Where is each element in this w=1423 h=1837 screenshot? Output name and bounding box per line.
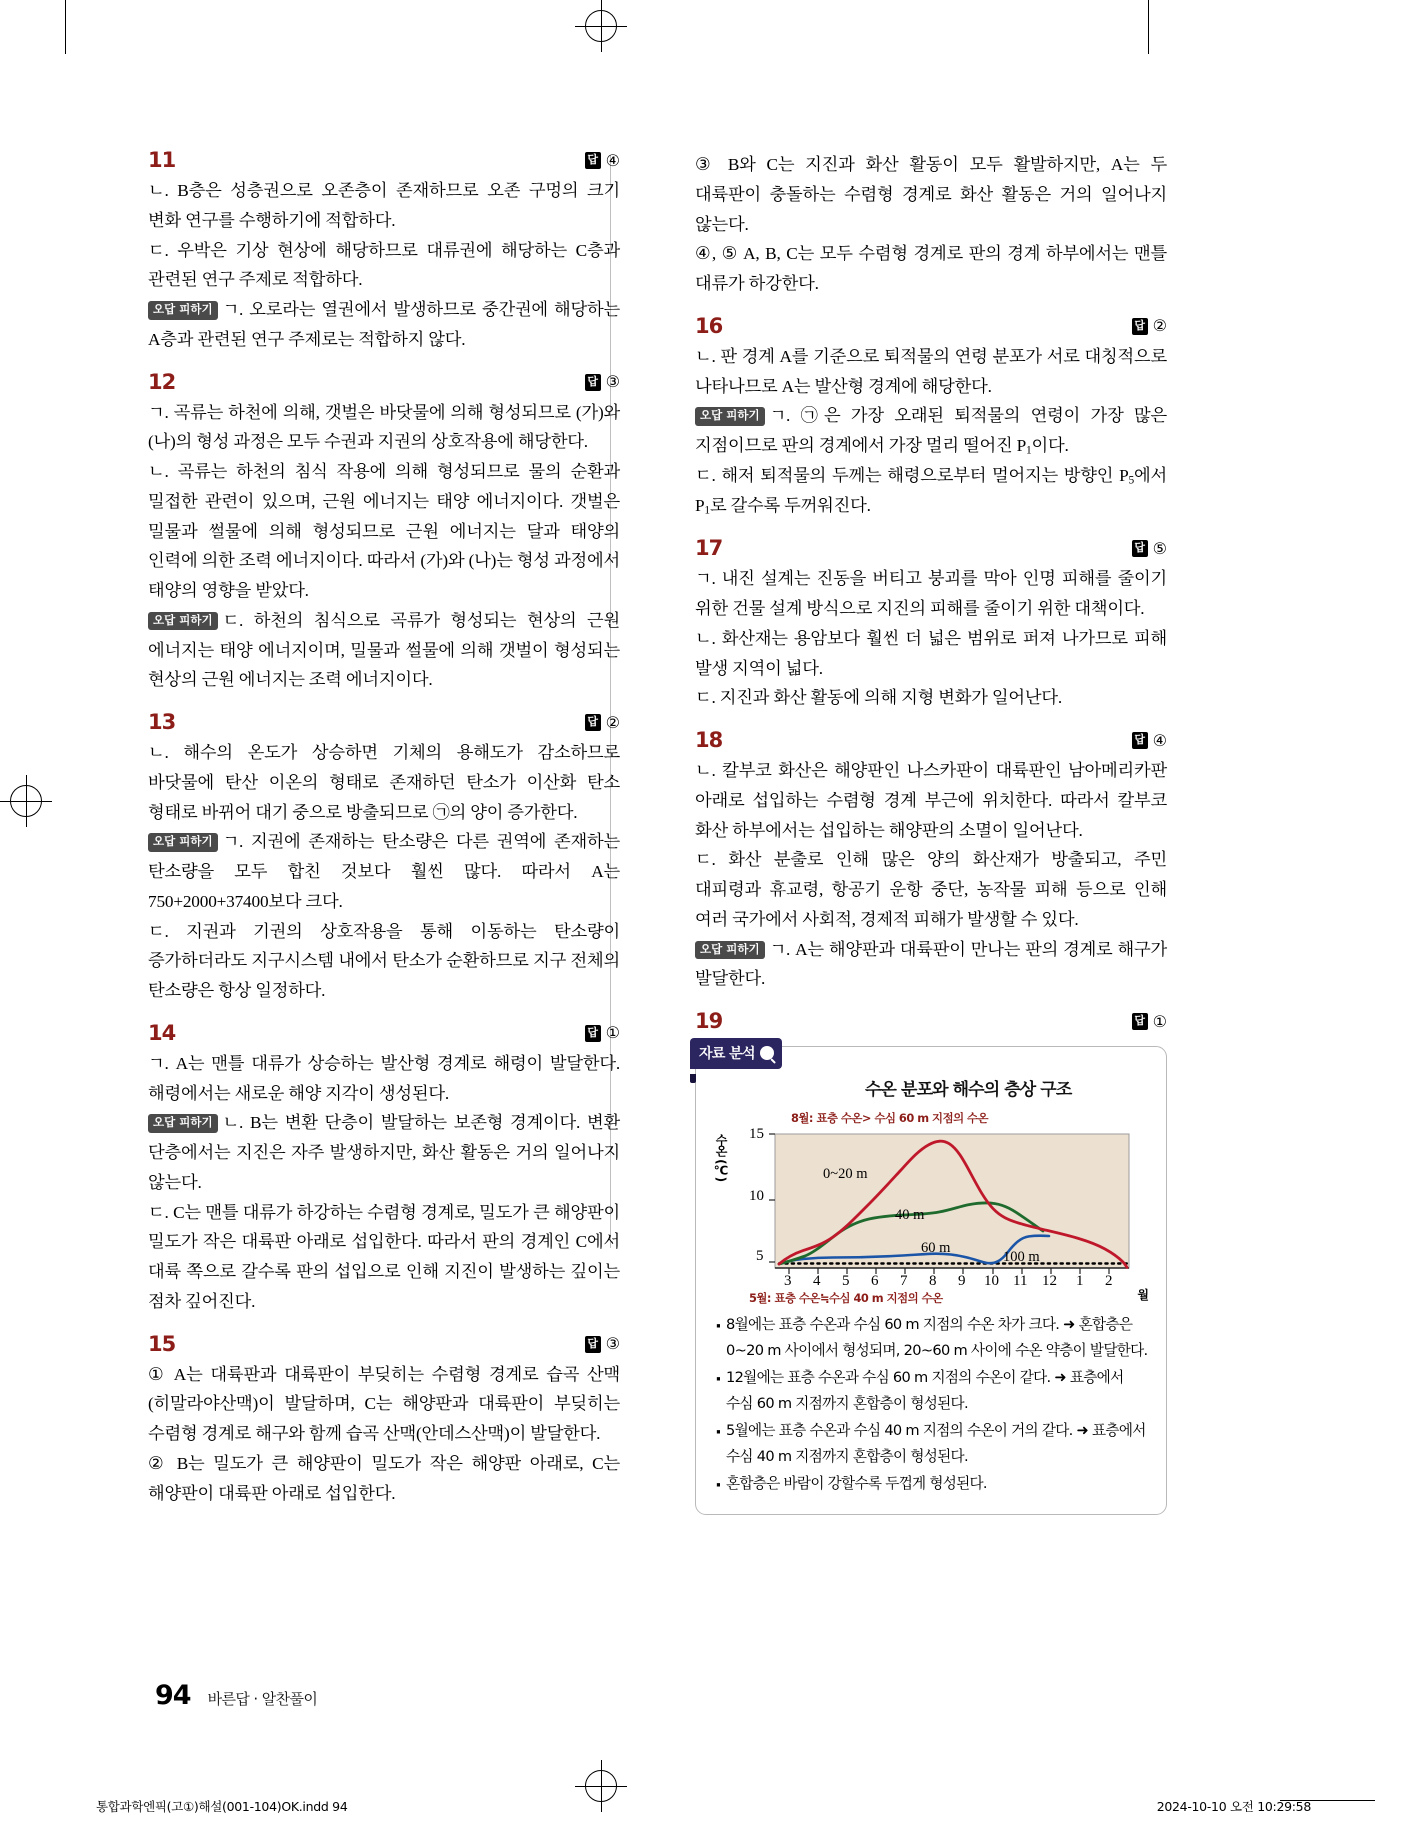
curve-label-100m: 100 m: [1003, 1249, 1040, 1266]
answer-value-13: ②: [605, 712, 620, 732]
page-number: 94: [155, 1680, 191, 1711]
answer-badge-11: [585, 152, 620, 169]
question-number-16: 16: [695, 313, 723, 338]
question-header-13: [148, 712, 620, 733]
x-tick-3: 3: [784, 1273, 792, 1290]
explanation-paragraph-avoid: [148, 606, 620, 695]
answer-value-16: ②: [1152, 316, 1167, 336]
answer-value-17: ⑤: [1152, 538, 1167, 558]
explanation-paragraph-avoid: [148, 295, 620, 355]
explanation-paragraph: ㄴ. 해수의 온도가 상승하면 기체의 용해도가 감소하므로 바닷물에 탄산 이온의 형태로 존재하던 탄소가 이산화 탄소 형태로 바뀌어 대기 중으로 방출되므로 ㉠의 양이 증가한다.: [148, 743, 620, 822]
x-tick-8: 8: [929, 1273, 937, 1290]
explanation-paragraph: ㄴ. B층은 성층권으로 오존층이 존재하므로 오존 구멍의 크기 변화 연구를 수행하기에 적합하다.: [148, 181, 620, 230]
question-text-12: [148, 398, 620, 696]
question-header-11: [148, 150, 620, 171]
avoid-wrong-badge: 오답 피하기: [695, 941, 765, 960]
print-timestamp: 2024-10-10 오전 10:29:58: [1156, 1799, 1311, 1814]
answer-badge-18: [1132, 732, 1167, 749]
question-number-13: 13: [148, 710, 176, 734]
question-text-18: [695, 756, 1167, 994]
question-header-19: [695, 1011, 1167, 1032]
question-number-11: 11: [148, 148, 176, 172]
x-tick-5: 5: [842, 1273, 850, 1290]
card-title: 수온 분포와 해수의 층상 구조: [865, 1080, 1072, 1101]
avoid-wrong-badge: 오답 피하기: [148, 833, 218, 852]
answer-badge-14: [585, 1025, 620, 1042]
answer-badge-17: [1132, 540, 1167, 557]
answer-tag-icon: 답: [585, 374, 601, 391]
question-number-19: 19: [695, 1009, 723, 1034]
x-tick-9: 9: [958, 1273, 966, 1290]
explanation-paragraph: ㄴ. 칼부코 화산은 해양판인 나스카판이 대륙판인 남아메리카판 아래로 섭입하는 수렴형 경계 부근에 위치한다. 따라서 칼부코 화산 하부에서는 섭입하는 해양판의 소멸이 일어난다.: [695, 761, 1167, 840]
question-number-18: 18: [695, 728, 723, 753]
x-tick-7: 7: [900, 1273, 908, 1290]
question-number-15: 15: [148, 1331, 176, 1356]
answer-badge-13: [585, 714, 620, 731]
question-block-11: [148, 150, 620, 355]
explanation-paragraph: ④, ⑤ A, B, C는 모두 수렴형 경계로 판의 경계 하부에서는 맨틀 대류가 하강한다.: [695, 244, 1167, 293]
answer-value-15: ③: [605, 1334, 620, 1353]
explanation-paragraph: ① A는 대륙판과 대륙판이 부딪히는 수렴형 경계로 습곡 산맥(히말라야산맥)이 발달하며, C는 해양판과 대륙판이 부딪히는 수렴형 경계로 해구와 함께 습곡 산맥(안데스산맥)이 발달한다.: [148, 1364, 620, 1443]
explanation-paragraph: ③ B와 C는 지진과 화산 활동이 모두 활발하지만, A는 두 대륙판이 충돌하는 수렴형 경계로 화산 활동은 거의 일어나지 않는다.: [695, 155, 1167, 234]
crop-mark-top-right-v: [1148, 0, 1149, 54]
avoid-wrong-text: ㄱ. A는 해양판과 대륙판이 만나는 판의 경계로 해구가 발달한다.: [695, 939, 1167, 989]
explanation-paragraph: ㄱ. A는 맨틀 대류가 상승하는 발산형 경계로 해령이 발달한다. 해령에서는 새로운 해양 지각이 생성된다.: [148, 1053, 620, 1103]
answer-tag-icon: 답: [1132, 732, 1148, 749]
curve-label-40m: 40 m: [895, 1207, 925, 1224]
explanation-paragraph: ㄷ. C는 맨틀 대류가 하강하는 수렴형 경계로, 밀도가 큰 해양판이 밀도가 작은 대륙판 아래로 섭입한다. 따라서 판의 경계인 C에서 대륙 쪽으로 갈수록 판의 섭입으로 인해 지진이 발생하는 깊이는 점차 깊어진다.: [148, 1202, 620, 1311]
answer-tag-icon: 답: [585, 1336, 601, 1353]
question-block-18: [695, 730, 1167, 994]
avoid-wrong-text: ㄱ. 오로라는 열권에서 발생하므로 중간권에 해당하는 A층과 관련된 연구 주제로는 적합하지 않다.: [148, 300, 620, 349]
x-tick-6: 6: [871, 1273, 879, 1290]
question-header-14: [148, 1020, 620, 1045]
explanation-paragraph: ㄷ. 해저 퇴적물의 두께는 해령으로부터 멀어지는 방향인 $P_5$에서 $P_1$로 갈수록 두꺼워진다.: [695, 466, 1167, 517]
data-analysis-card: [695, 1046, 1167, 1515]
question-block-15: [148, 1331, 620, 1509]
question-block-13: [148, 712, 620, 1006]
question-15-continuation: [695, 150, 1167, 299]
answer-value-14: ①: [605, 1023, 620, 1043]
answer-badge-12: [585, 374, 620, 391]
answer-tag-icon: 답: [1132, 318, 1148, 335]
footer-title: 바른답 · 알찬풀이: [207, 1690, 318, 1708]
crop-mark-top-left-v: [65, 0, 66, 54]
explanation-paragraph-avoid: [695, 935, 1167, 995]
list-item: · 8월에는 표층 수온과 수심 60 m 지점의 수온 차가 크다. ➜ 혼합층은 0~20 m 사이에서 형성되며, 20~60 m 사이에 수온 약층이 발달한다.: [713, 1312, 1149, 1364]
question-text-11: [148, 176, 620, 355]
registration-mark-top: [575, 0, 627, 52]
answer-value-11: ④: [605, 150, 620, 170]
chart-annotation-august: 8월: 표층 수온> 수심 60 m 지점의 수온: [791, 1111, 989, 1126]
question-text-17: [695, 564, 1167, 713]
explanation-paragraph: ㄴ. 곡류는 하천의 침식 작용에 의해 형성되므로 물의 순환과 밀접한 관련이 있으며, 근원 에너지는 태양 에너지이다. 갯벌은 밀물과 썰물에 의해 형성되므로 근원 에너지는 달과 태양의 인력에 의한 조력 에너지이다. 따라서 (가)와 (나)는 형성 과정에서 태양의 영향을 받았다.: [148, 462, 620, 600]
explanation-paragraph: ㄷ. 화산 분출로 인해 많은 양의 화산재가 방출되고, 주민 대피령과 휴교령, 항공기 운항 중단, 농작물 피해 등으로 인해 여러 국가에서 사회적, 경제적 피해가 발생할 수 있다.: [695, 850, 1167, 929]
question-text-15: [148, 1360, 620, 1509]
question-number-17: 17: [695, 536, 723, 561]
x-tick-11: 11: [1013, 1273, 1028, 1290]
answer-badge-15: [585, 1336, 620, 1353]
registration-mark-left: [0, 775, 52, 827]
curve-label-0-20m: 0~20 m: [823, 1166, 868, 1183]
explanation-paragraph-avoid: [148, 827, 620, 916]
question-header-15: [148, 1331, 620, 1356]
card-tab-text: 자료 분석: [699, 1046, 755, 1063]
list-item: · 5월에는 표층 수온과 수심 40 m 지점의 수온이 거의 같다. ➜ 표층에서 수심 40 m 지점까지 혼합층이 형성된다.: [713, 1418, 1149, 1470]
list-item: · 12월에는 표층 수온과 수심 60 m 지점의 수온이 같다. ➜ 표층에서 수심 60 m 지점까지 혼합층이 형성된다.: [713, 1365, 1149, 1417]
y-tick-15: 15: [749, 1126, 764, 1143]
avoid-wrong-badge: 오답 피하기: [148, 1114, 218, 1133]
x-tick-1: 1: [1076, 1273, 1084, 1290]
explanation-paragraph: ㄱ. 내진 설계는 진동을 버티고 붕괴를 막아 인명 피해를 줄이기 위한 건물 설계 방식으로 지진의 피해를 줄이기 위한 대책이다.: [695, 569, 1167, 619]
x-axis-unit-label: 월: [1137, 1288, 1149, 1303]
magnifier-icon: [760, 1046, 774, 1060]
answer-value-12: ③: [605, 372, 620, 391]
explanation-paragraph-avoid: [148, 1108, 620, 1197]
avoid-wrong-badge: 오답 피하기: [148, 301, 218, 320]
x-tick-12: 12: [1042, 1273, 1057, 1290]
question-text-14: [148, 1049, 620, 1317]
question-number-14: 14: [148, 1020, 176, 1045]
x-tick-2: 2: [1105, 1273, 1113, 1290]
explanation-paragraph-avoid: [695, 401, 1167, 461]
avoid-wrong-text: ㄷ. 하천의 침식으로 곡류가 형성되는 현상의 근원 에너지는 태양 에너지이며, 밀물과 썰물에 의해 갯벌이 형성되는 현상의 근원 에너지는 조력 에너지이다.: [148, 610, 620, 690]
answer-tag-icon: 답: [585, 1025, 601, 1042]
answer-tag-icon: 답: [585, 152, 601, 169]
avoid-wrong-text: ㄱ. 지권에 존재하는 탄소량은 다른 권역에 존재하는 탄소량을 모두 합친 것보다 훨씬 많다. 따라서 A는 750+2000+37400보다 크다.: [148, 832, 620, 911]
right-column: [695, 150, 1167, 1492]
answer-value-19: ①: [1152, 1011, 1167, 1031]
answer-badge-19: [1132, 1013, 1167, 1030]
avoid-wrong-text: ㄴ. B는 변환 단층이 발달하는 보존형 경계이다. 변환 단층에서는 지진은 자주 발생하지만, 화산 활동은 거의 일어나지 않는다.: [148, 1113, 620, 1192]
y-tick-5: 5: [756, 1248, 764, 1265]
chart-annotation-may: 5월: 표층 수온≒수심 40 m 지점의 수온: [749, 1291, 943, 1306]
card-bullet-list: [713, 1312, 1149, 1497]
avoid-wrong-text: ㄱ. ㉠은 가장 오래된 퇴적물의 연령이 가장 많은 지점이므로 판의 경계에서 가장 멀리 떨어진 $P_1$이다.: [695, 406, 1167, 457]
sea-temperature-chart: [713, 1110, 1151, 1306]
question-block-16: [695, 313, 1167, 522]
x-tick-10: 10: [984, 1273, 999, 1290]
y-tick-10: 10: [749, 1188, 764, 1205]
question-block-17: [695, 538, 1167, 713]
card-tab-shadow: [690, 1074, 696, 1083]
x-tick-4: 4: [813, 1273, 821, 1290]
question-block-12: [148, 369, 620, 696]
registration-mark-bottom: [575, 1760, 627, 1812]
left-column: [148, 148, 620, 1503]
explanation-paragraph: ㄴ. 화산재는 용암보다 훨씬 더 넓은 범위로 퍼져 나가므로 피해 발생 지역이 넓다.: [695, 628, 1167, 678]
answer-badge-16: [1132, 318, 1167, 335]
page-footer: [155, 1680, 317, 1711]
answer-tag-icon: 답: [585, 714, 601, 731]
explanation-paragraph: ㄷ. 우박은 기상 현상에 해당하므로 대류권에 해당하는 C층과 관련된 연구 주제로 적합하다.: [148, 240, 620, 290]
explanation-paragraph: ② B는 밀도가 큰 해양판이 밀도가 작은 해양판 아래로, C는 해양판이 대륙판 아래로 섭입한다.: [148, 1453, 620, 1503]
content-columns: [148, 148, 1293, 1503]
question-number-12: 12: [148, 369, 176, 394]
answer-tag-icon: 답: [1132, 1013, 1148, 1030]
avoid-wrong-badge: 오답 피하기: [695, 407, 765, 426]
question-block-14: [148, 1020, 620, 1317]
question-header-18: [695, 730, 1167, 751]
explanation-paragraph: ㄱ. 곡류는 하천에 의해, 갯벌은 바닷물에 의해 형성되므로 (가)와 (나)의 형성 과정은 모두 수권과 지권의 상호작용에 해당한다.: [148, 402, 620, 452]
question-header-16: [695, 313, 1167, 338]
answer-tag-icon: 답: [1132, 540, 1148, 557]
explanation-paragraph: ㄴ. 판 경계 A를 기준으로 퇴적물의 연령 분포가 서로 대칭적으로 나타나므로 A는 발산형 경계에 해당한다.: [695, 346, 1167, 396]
avoid-wrong-badge: 오답 피하기: [148, 612, 218, 631]
list-item: · 혼합층은 바람이 강할수록 두껍게 형성된다.: [713, 1471, 1149, 1497]
question-header-12: [148, 369, 620, 394]
card-tab-label: [690, 1038, 782, 1069]
question-text-13: [148, 738, 620, 1006]
question-block-19: [695, 1011, 1167, 1515]
curve-label-60m: 60 m: [921, 1240, 951, 1257]
y-axis-label: 수온 (℃): [714, 1134, 728, 1182]
question-header-17: [695, 538, 1167, 559]
explanation-paragraph: ㄷ. 지진과 화산 활동에 의해 지형 변화가 일어난다.: [695, 688, 1062, 708]
question-text-16: [695, 342, 1167, 522]
print-filename: 통합과학엔픽(고①)해설(001-104)OK.indd 94: [96, 1799, 348, 1814]
explanation-paragraph: ㄷ. 지권과 기권의 상호작용을 통해 이동하는 탄소량이 증가하더라도 지구시스템 내에서 탄소가 순환하므로 지구 전체의 탄소량은 항상 일정하다.: [148, 921, 620, 1000]
answer-value-18: ④: [1152, 730, 1167, 750]
